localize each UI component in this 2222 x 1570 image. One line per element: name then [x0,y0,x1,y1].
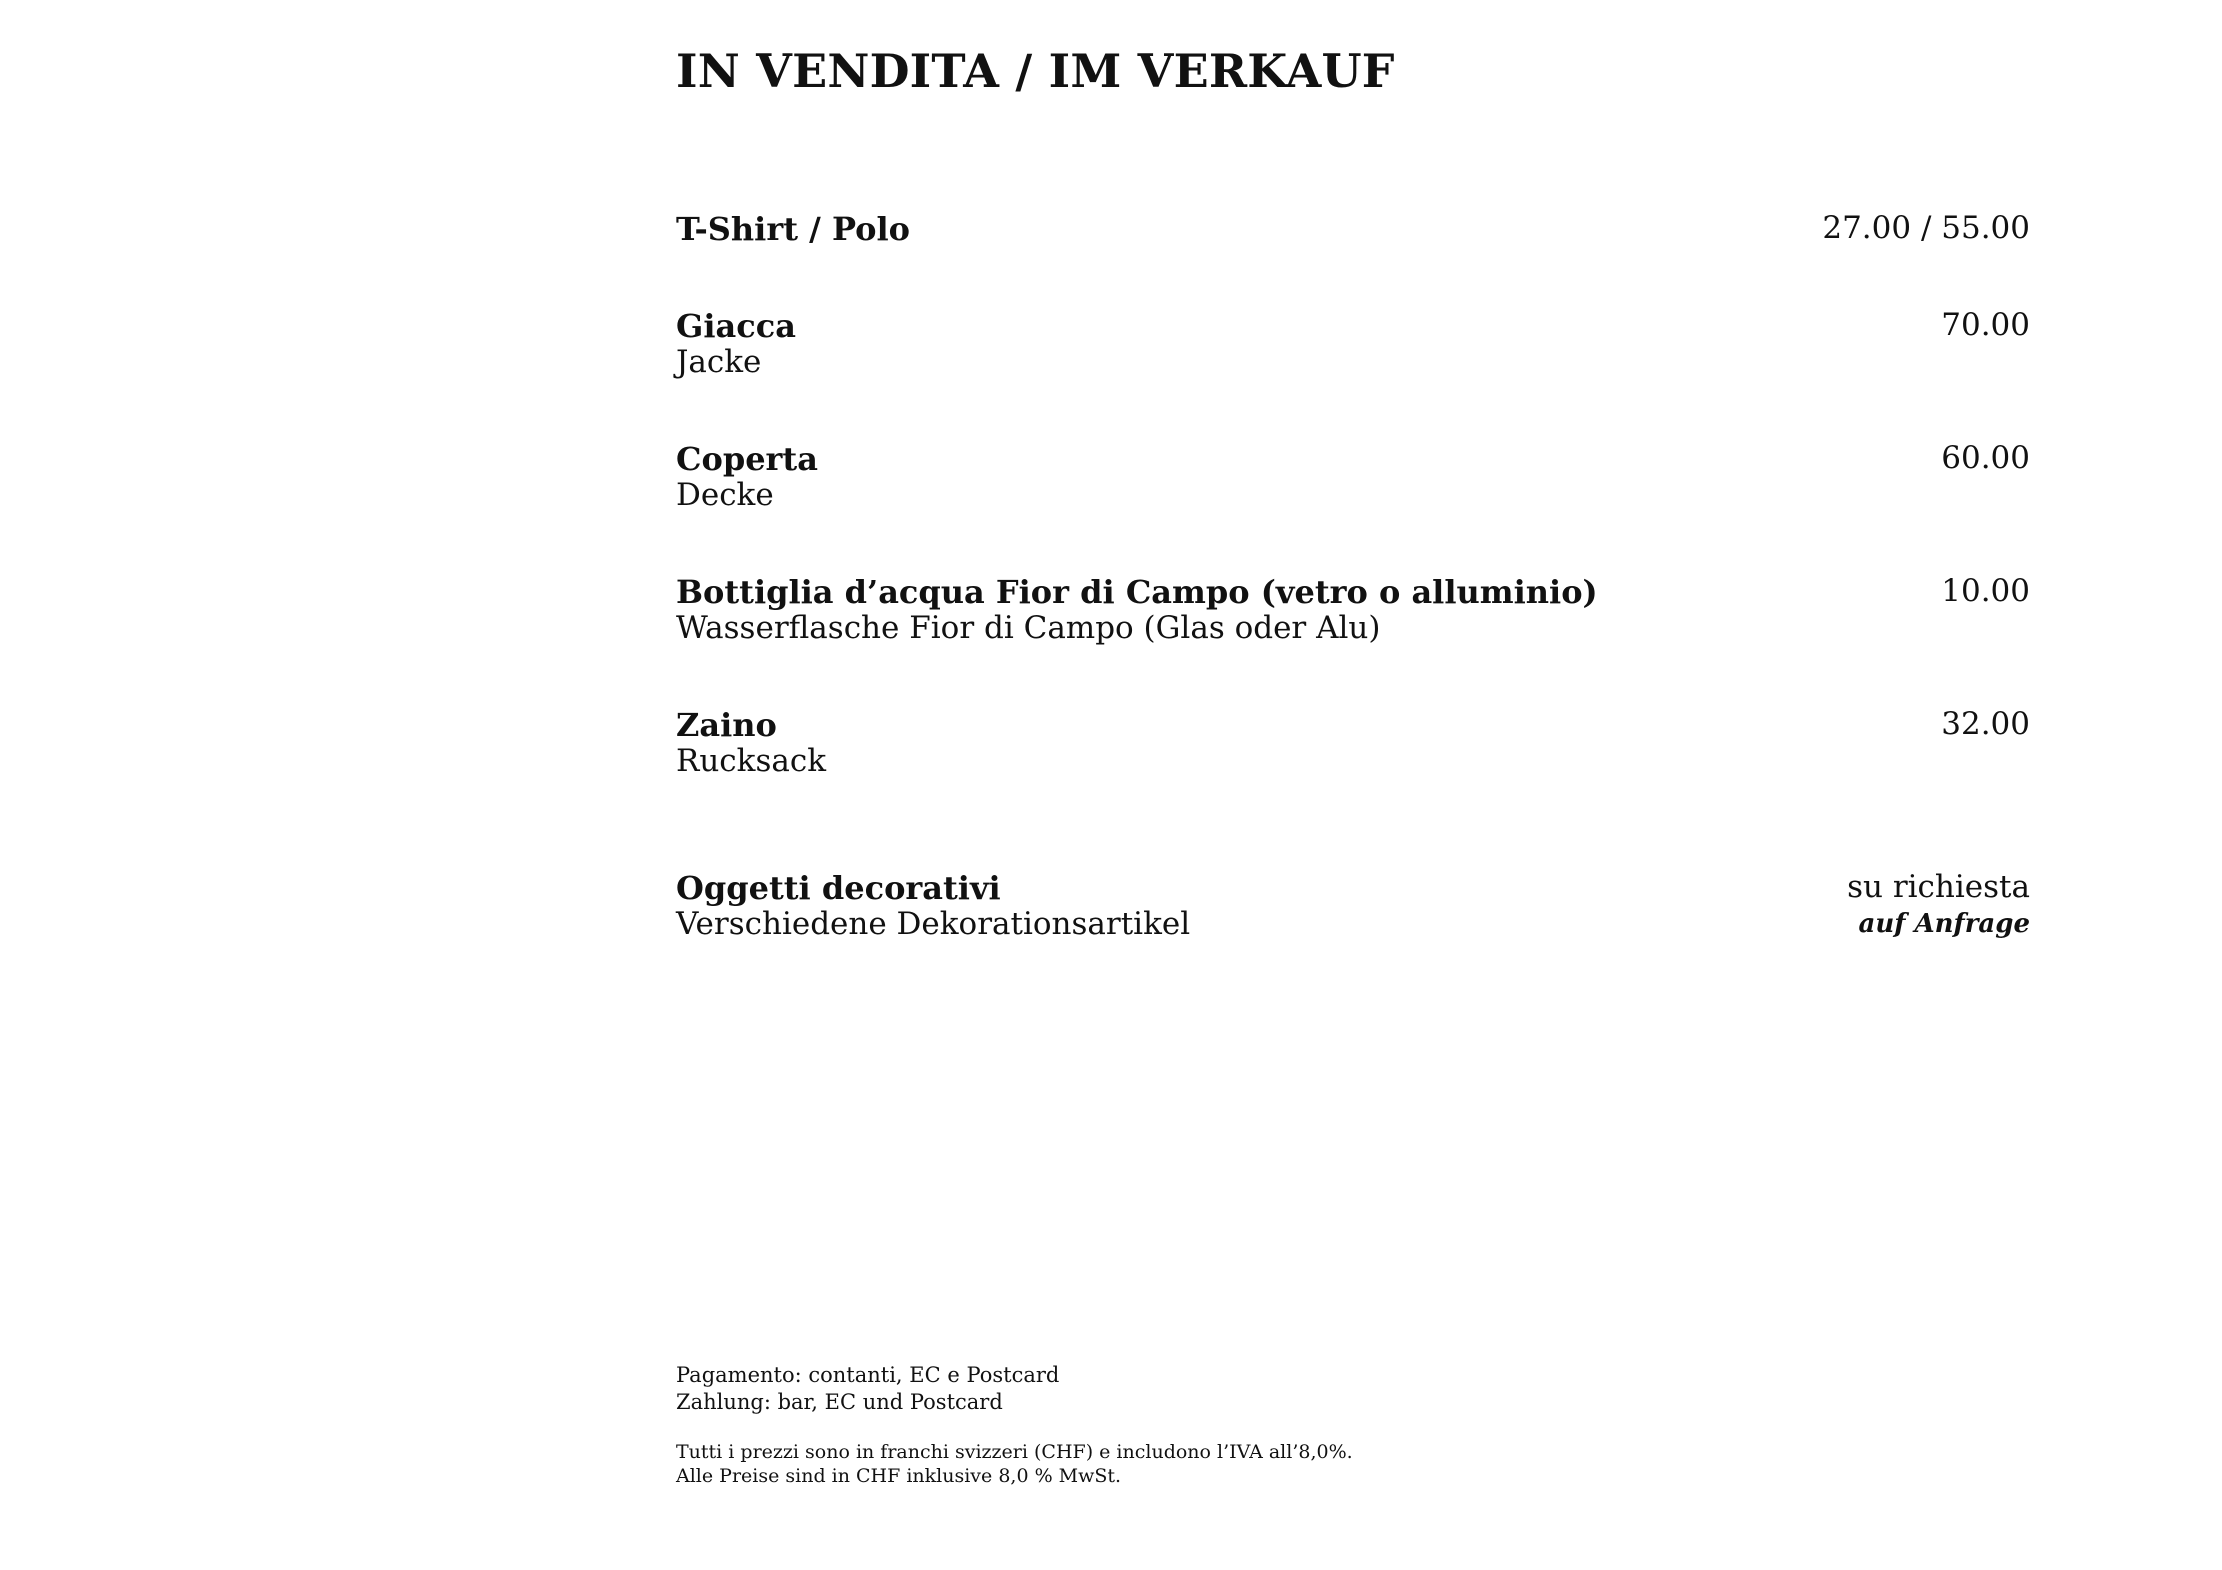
item-price-note: auf Anfrage [1858,909,2030,939]
item-translation: Wasserflasche Fior di Campo (Glas oder Alu) [676,610,1381,646]
payment-german: Zahlung: bar, EC und Postcard [676,1390,1003,1414]
item-name: T-Shirt / Polo [676,210,910,248]
item-price: 32.00 [1941,706,2030,742]
price-list-page [676,0,2030,1570]
vat-info [676,1440,1676,1488]
item-price: su richiesta [1847,869,2030,905]
item-name: Zaino [676,706,777,744]
item-name: Oggetti decorativi [676,869,1001,907]
item-translation: Decke [676,477,774,513]
vat-german: Alle Preise sind in CHF inklusive 8,0 % MwSt. [676,1465,1122,1487]
item-price: 10.00 [1941,573,2030,609]
item-translation: Verschiedene Dekorationsartikel [676,906,1191,942]
item-name: Giacca [676,307,796,345]
item-price: 70.00 [1941,307,2030,343]
payment-info [676,1362,1676,1416]
item-name: Coperta [676,440,818,478]
payment-italian: Pagamento: contanti, EC e Postcard [676,1363,1060,1387]
item-translation: Rucksack [676,743,826,779]
item-translation: Jacke [676,344,762,380]
item-price: 27.00 / 55.00 [1822,210,2030,246]
item-name: Bottiglia d’acqua Fior di Campo (vetro o alluminio) [676,573,1598,611]
page-title: IN VENDITA / IM VERKAUF [676,44,1395,98]
item-price: 60.00 [1941,440,2030,476]
vat-italian: Tutti i prezzi sono in franchi svizzeri (CHF) e includono l’IVA all’8,0%. [676,1441,1353,1463]
